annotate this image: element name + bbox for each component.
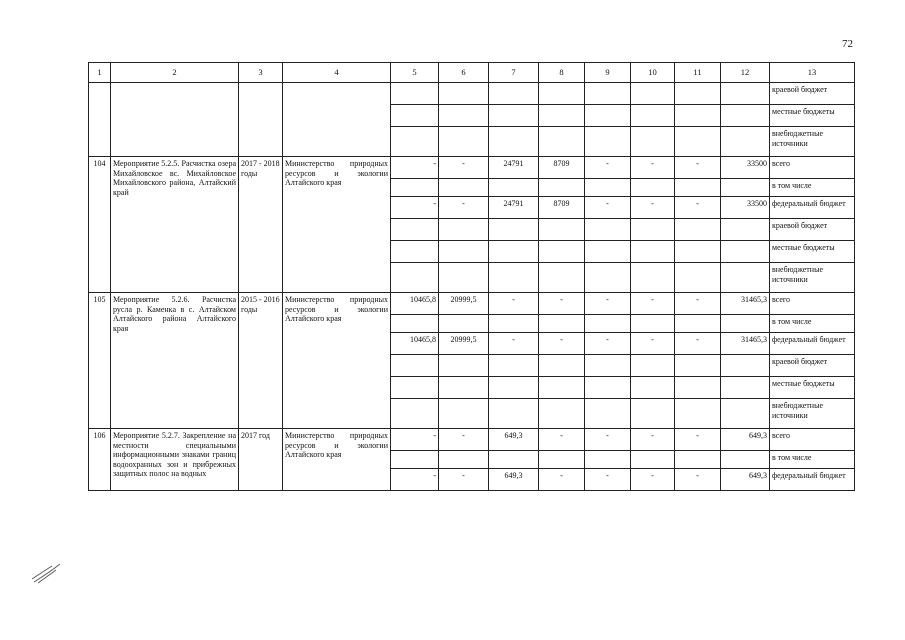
empty-cell [539, 179, 585, 197]
value-cell: - [439, 469, 489, 491]
executor-cell: Министерство природных ресурсов и экологии Алтайского края [283, 293, 391, 429]
empty-cell [391, 355, 439, 377]
empty-cell [631, 315, 675, 333]
source-cell: местные бюджеты [770, 105, 855, 127]
row-number: 105 [89, 293, 111, 429]
handwritten-mark [30, 555, 64, 585]
empty-cell [539, 399, 585, 429]
source-cell: в том числе [770, 451, 855, 469]
empty-cell [489, 179, 539, 197]
column-header: 10 [631, 63, 675, 83]
source-cell: краевой бюджет [770, 83, 855, 105]
empty-cell [585, 219, 631, 241]
value-cell: 649,3 [489, 469, 539, 491]
empty-cell [439, 219, 489, 241]
value-cell: - [439, 197, 489, 219]
empty-cell [489, 451, 539, 469]
column-header: 13 [770, 63, 855, 83]
empty-cell [439, 263, 489, 293]
column-header: 5 [391, 63, 439, 83]
value-cell: - [539, 429, 585, 451]
empty-cell [439, 377, 489, 399]
activity-name: Мероприятие 5.2.6. Расчистка русла р. Каменка в с. Алтайском Алтайского района Алтайского края [111, 293, 239, 429]
value-cell: - [631, 429, 675, 451]
value-cell: - [539, 293, 585, 315]
value-cell: 20999,5 [439, 293, 489, 315]
value-cell: - [631, 197, 675, 219]
value-cell: 10465,8 [391, 333, 439, 355]
activity-name: Мероприятие 5.2.5. Расчистка озера Михайловское вс. Михайловское Михайловского района, Алтайский край [111, 157, 239, 293]
value-cell: - [391, 157, 439, 179]
empty-cell [721, 451, 770, 469]
source-cell: всего [770, 429, 855, 451]
source-cell: краевой бюджет [770, 219, 855, 241]
empty-cell [721, 377, 770, 399]
column-header: 9 [585, 63, 631, 83]
empty-cell [631, 451, 675, 469]
column-header: 2 [111, 63, 239, 83]
column-header: 11 [675, 63, 721, 83]
value-cell: - [489, 333, 539, 355]
empty-cell [489, 263, 539, 293]
table-row [89, 429, 855, 451]
value-cell: - [631, 469, 675, 491]
empty-cell [539, 241, 585, 263]
table-row [89, 157, 855, 179]
source-cell: местные бюджеты [770, 241, 855, 263]
budget-table [88, 62, 855, 491]
empty-cell [585, 451, 631, 469]
empty-cell [721, 315, 770, 333]
empty-cell [675, 263, 721, 293]
activity-name: Мероприятие 5.2.7. Закрепление на местности специальными информационными знаками границ водоохранных зон и прибрежных защитных полос на водных [111, 429, 239, 491]
empty-cell [721, 355, 770, 377]
row-number: 104 [89, 157, 111, 293]
empty-cell [489, 241, 539, 263]
value-cell: - [631, 293, 675, 315]
value-cell: - [539, 333, 585, 355]
empty-cell [721, 399, 770, 429]
empty-cell [585, 377, 631, 399]
value-cell: 10465,8 [391, 293, 439, 315]
empty-cell [489, 219, 539, 241]
empty-cell [631, 377, 675, 399]
value-cell: - [585, 333, 631, 355]
empty-cell [539, 377, 585, 399]
empty-cell [675, 355, 721, 377]
empty-cell [391, 451, 439, 469]
value-cell: - [391, 197, 439, 219]
column-header: 3 [239, 63, 283, 83]
value-cell: - [585, 429, 631, 451]
empty-cell [631, 263, 675, 293]
value-cell: 8709 [539, 157, 585, 179]
column-header: 1 [89, 63, 111, 83]
empty-cell [631, 179, 675, 197]
empty-cell [391, 315, 439, 333]
table-row [89, 293, 855, 315]
empty-cell [539, 451, 585, 469]
value-cell: 33500 [721, 197, 770, 219]
period-cell: 2017 год [239, 429, 283, 491]
value-cell: - [675, 293, 721, 315]
empty-cell [585, 355, 631, 377]
value-cell: 649,3 [489, 429, 539, 451]
column-header: 12 [721, 63, 770, 83]
value-cell: - [585, 293, 631, 315]
value-cell: 33500 [721, 157, 770, 179]
value-cell: - [631, 157, 675, 179]
source-cell: внебюджетные источники [770, 263, 855, 293]
source-cell: федеральный бюджет [770, 469, 855, 491]
empty-cell [721, 219, 770, 241]
table-row [89, 83, 855, 105]
value-cell: - [391, 429, 439, 451]
value-cell: 8709 [539, 197, 585, 219]
empty-cell [439, 355, 489, 377]
source-cell: внебюджетные источники [770, 399, 855, 429]
empty-cell [585, 263, 631, 293]
empty-cell [675, 399, 721, 429]
source-cell: краевой бюджет [770, 355, 855, 377]
value-cell: - [585, 469, 631, 491]
empty-cell [439, 451, 489, 469]
empty-cell [439, 179, 489, 197]
value-cell: - [585, 197, 631, 219]
empty-cell [721, 241, 770, 263]
empty-cell [391, 219, 439, 241]
source-cell: внебюджетные источники [770, 127, 855, 157]
empty-cell [675, 377, 721, 399]
empty-cell [675, 219, 721, 241]
empty-cell [539, 315, 585, 333]
value-cell: - [539, 469, 585, 491]
value-cell: - [675, 469, 721, 491]
executor-cell: Министерство природных ресурсов и экологии Алтайского края [283, 157, 391, 293]
value-cell: - [675, 429, 721, 451]
empty-cell [585, 399, 631, 429]
value-cell: - [675, 157, 721, 179]
empty-cell [439, 399, 489, 429]
value-cell: - [675, 197, 721, 219]
value-cell: 24791 [489, 197, 539, 219]
empty-cell [721, 263, 770, 293]
empty-cell [631, 399, 675, 429]
column-header: 4 [283, 63, 391, 83]
empty-cell [539, 263, 585, 293]
empty-cell [675, 241, 721, 263]
value-cell: - [439, 157, 489, 179]
empty-cell [391, 241, 439, 263]
column-header: 8 [539, 63, 585, 83]
column-header: 7 [489, 63, 539, 83]
empty-cell [675, 315, 721, 333]
source-cell: в том числе [770, 179, 855, 197]
value-cell: 20999,5 [439, 333, 489, 355]
executor-cell: Министерство природных ресурсов и экологии Алтайского края [283, 429, 391, 491]
source-cell: всего [770, 157, 855, 179]
empty-cell [439, 315, 489, 333]
empty-cell [539, 355, 585, 377]
row-number: 106 [89, 429, 111, 491]
empty-cell [585, 241, 631, 263]
empty-cell [631, 219, 675, 241]
empty-cell [631, 241, 675, 263]
value-cell: 31465,3 [721, 333, 770, 355]
empty-cell [489, 399, 539, 429]
value-cell: - [585, 157, 631, 179]
empty-cell [489, 377, 539, 399]
page-number: 72 [842, 38, 853, 50]
empty-cell [391, 179, 439, 197]
value-cell: 24791 [489, 157, 539, 179]
header-row [89, 63, 855, 83]
empty-cell [721, 179, 770, 197]
value-cell: - [439, 429, 489, 451]
empty-cell [489, 315, 539, 333]
empty-cell [489, 355, 539, 377]
source-cell: всего [770, 293, 855, 315]
empty-cell [675, 179, 721, 197]
value-cell: 649,3 [721, 469, 770, 491]
value-cell: 649,3 [721, 429, 770, 451]
column-header: 6 [439, 63, 489, 83]
empty-cell [391, 377, 439, 399]
source-cell: федеральный бюджет [770, 197, 855, 219]
empty-cell [675, 451, 721, 469]
source-cell: местные бюджеты [770, 377, 855, 399]
empty-cell [585, 179, 631, 197]
empty-cell [631, 355, 675, 377]
value-cell: - [631, 333, 675, 355]
source-cell: федеральный бюджет [770, 333, 855, 355]
empty-cell [439, 241, 489, 263]
period-cell: 2017 - 2018 годы [239, 157, 283, 293]
empty-cell [539, 219, 585, 241]
value-cell: - [675, 333, 721, 355]
period-cell: 2015 - 2016 годы [239, 293, 283, 429]
source-cell: в том числе [770, 315, 855, 333]
value-cell: 31465,3 [721, 293, 770, 315]
value-cell: - [391, 469, 439, 491]
value-cell: - [489, 293, 539, 315]
empty-cell [391, 263, 439, 293]
empty-cell [391, 399, 439, 429]
empty-cell [585, 315, 631, 333]
